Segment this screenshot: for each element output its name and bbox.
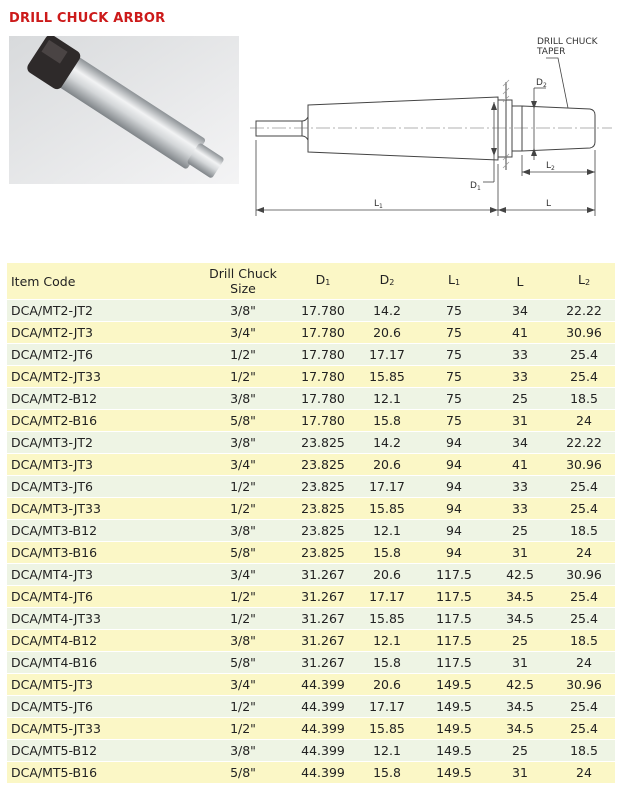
cell-item-code: DCA/MT5-JT6 bbox=[7, 696, 193, 718]
cell-chuck-size: 5/8" bbox=[193, 762, 293, 784]
cell-d1: 23.825 bbox=[293, 454, 353, 476]
cell-item-code: DCA/MT2-JT33 bbox=[7, 366, 193, 388]
cell-d2: 14.2 bbox=[353, 300, 421, 322]
cell-l2: 22.22 bbox=[553, 300, 615, 322]
cell-l: 41 bbox=[487, 454, 553, 476]
cell-l2: 24 bbox=[553, 652, 615, 674]
cell-l2: 24 bbox=[553, 762, 615, 784]
cell-l2: 24 bbox=[553, 542, 615, 564]
drawing-l-label: L bbox=[546, 199, 552, 209]
cell-d1: 23.825 bbox=[293, 520, 353, 542]
cell-chuck-size: 3/8" bbox=[193, 388, 293, 410]
table-row bbox=[7, 520, 615, 542]
product-photo bbox=[9, 36, 239, 184]
cell-d1: 31.267 bbox=[293, 652, 353, 674]
cell-l2: 25.4 bbox=[553, 476, 615, 498]
cell-item-code: DCA/MT3-JT33 bbox=[7, 498, 193, 520]
cell-d1: 23.825 bbox=[293, 498, 353, 520]
cell-d2: 12.1 bbox=[353, 388, 421, 410]
cell-l1: 94 bbox=[421, 476, 487, 498]
cell-l: 34.5 bbox=[487, 718, 553, 740]
technical-drawing bbox=[250, 30, 615, 220]
cell-l1: 117.5 bbox=[421, 564, 487, 586]
cell-d1: 23.825 bbox=[293, 432, 353, 454]
cell-item-code: DCA/MT3-JT3 bbox=[7, 454, 193, 476]
cell-item-code: DCA/MT5-JT33 bbox=[7, 718, 193, 740]
cell-d1: 31.267 bbox=[293, 608, 353, 630]
table-row bbox=[7, 652, 615, 674]
cell-d2: 15.8 bbox=[353, 542, 421, 564]
cell-d2: 15.85 bbox=[353, 498, 421, 520]
cell-d1: 17.780 bbox=[293, 300, 353, 322]
cell-l1: 94 bbox=[421, 432, 487, 454]
cell-d2: 20.6 bbox=[353, 564, 421, 586]
cell-l1: 149.5 bbox=[421, 740, 487, 762]
drawing-l2-label: $L_2$ bbox=[546, 161, 555, 172]
cell-l1: 117.5 bbox=[421, 652, 487, 674]
col-header-l1: $L_1$ bbox=[421, 263, 487, 300]
cell-l: 31 bbox=[487, 652, 553, 674]
cell-l1: 149.5 bbox=[421, 718, 487, 740]
cell-d1: 17.780 bbox=[293, 366, 353, 388]
cell-chuck-size: 3/4" bbox=[193, 674, 293, 696]
table-row bbox=[7, 322, 615, 344]
table-row bbox=[7, 300, 615, 322]
cell-d1: 44.399 bbox=[293, 740, 353, 762]
cell-item-code: DCA/MT2-JT3 bbox=[7, 322, 193, 344]
cell-l: 25 bbox=[487, 520, 553, 542]
cell-l1: 117.5 bbox=[421, 630, 487, 652]
cell-l1: 149.5 bbox=[421, 674, 487, 696]
col-header-l: L bbox=[487, 263, 553, 300]
cell-item-code: DCA/MT5-JT3 bbox=[7, 674, 193, 696]
drawing-l1-label: $L_1$ bbox=[374, 199, 383, 210]
col-header-item-code: Item Code bbox=[7, 263, 193, 300]
cell-d2: 20.6 bbox=[353, 674, 421, 696]
cell-l2: 25.4 bbox=[553, 696, 615, 718]
cell-l2: 25.4 bbox=[553, 608, 615, 630]
cell-d2: 15.8 bbox=[353, 410, 421, 432]
table-row bbox=[7, 608, 615, 630]
cell-l: 31 bbox=[487, 542, 553, 564]
cell-item-code: DCA/MT4-JT6 bbox=[7, 586, 193, 608]
table-row bbox=[7, 498, 615, 520]
table-header-row bbox=[7, 263, 615, 300]
cell-chuck-size: 1/2" bbox=[193, 498, 293, 520]
table-row bbox=[7, 366, 615, 388]
cell-chuck-size: 3/4" bbox=[193, 454, 293, 476]
cell-d1: 17.780 bbox=[293, 344, 353, 366]
cell-d2: 15.85 bbox=[353, 366, 421, 388]
cell-l: 34.5 bbox=[487, 586, 553, 608]
cell-l1: 75 bbox=[421, 388, 487, 410]
cell-d2: 12.1 bbox=[353, 740, 421, 762]
cell-l2: 25.4 bbox=[553, 344, 615, 366]
cell-d1: 44.399 bbox=[293, 674, 353, 696]
table-row bbox=[7, 630, 615, 652]
cell-item-code: DCA/MT4-B16 bbox=[7, 652, 193, 674]
cell-l: 42.5 bbox=[487, 564, 553, 586]
cell-chuck-size: 3/8" bbox=[193, 432, 293, 454]
cell-l2: 30.96 bbox=[553, 454, 615, 476]
cell-l2: 18.5 bbox=[553, 388, 615, 410]
cell-d2: 17.17 bbox=[353, 344, 421, 366]
cell-chuck-size: 5/8" bbox=[193, 542, 293, 564]
cell-chuck-size: 3/4" bbox=[193, 322, 293, 344]
cell-l2: 18.5 bbox=[553, 630, 615, 652]
cell-d1: 31.267 bbox=[293, 630, 353, 652]
cell-chuck-size: 3/4" bbox=[193, 564, 293, 586]
col-header-l2: $L_2$ bbox=[553, 263, 615, 300]
table-row bbox=[7, 454, 615, 476]
cell-l: 31 bbox=[487, 410, 553, 432]
cell-l: 41 bbox=[487, 322, 553, 344]
cell-d2: 20.6 bbox=[353, 322, 421, 344]
cell-l1: 117.5 bbox=[421, 608, 487, 630]
cell-item-code: DCA/MT3-JT2 bbox=[7, 432, 193, 454]
cell-item-code: DCA/MT2-JT2 bbox=[7, 300, 193, 322]
table-row bbox=[7, 674, 615, 696]
cell-item-code: DCA/MT4-B12 bbox=[7, 630, 193, 652]
cell-item-code: DCA/MT3-JT6 bbox=[7, 476, 193, 498]
cell-item-code: DCA/MT5-B12 bbox=[7, 740, 193, 762]
cell-l: 25 bbox=[487, 388, 553, 410]
specification-table bbox=[7, 263, 615, 783]
table-row bbox=[7, 388, 615, 410]
cell-l: 42.5 bbox=[487, 674, 553, 696]
cell-d2: 20.6 bbox=[353, 454, 421, 476]
cell-l1: 94 bbox=[421, 498, 487, 520]
table-row bbox=[7, 476, 615, 498]
cell-l: 25 bbox=[487, 740, 553, 762]
cell-l2: 18.5 bbox=[553, 740, 615, 762]
cell-d1: 23.825 bbox=[293, 542, 353, 564]
cell-l1: 149.5 bbox=[421, 762, 487, 784]
cell-d2: 14.2 bbox=[353, 432, 421, 454]
cell-chuck-size: 5/8" bbox=[193, 652, 293, 674]
cell-item-code: DCA/MT4-JT3 bbox=[7, 564, 193, 586]
cell-l2: 30.96 bbox=[553, 674, 615, 696]
col-header-chuck-size: Drill Chuck Size bbox=[193, 263, 293, 300]
cell-d1: 23.825 bbox=[293, 476, 353, 498]
cell-l: 34.5 bbox=[487, 608, 553, 630]
cell-chuck-size: 1/2" bbox=[193, 608, 293, 630]
cell-chuck-size: 1/2" bbox=[193, 476, 293, 498]
cell-l1: 75 bbox=[421, 410, 487, 432]
cell-item-code: DCA/MT3-B12 bbox=[7, 520, 193, 542]
cell-d2: 15.8 bbox=[353, 652, 421, 674]
cell-item-code: DCA/MT5-B16 bbox=[7, 762, 193, 784]
cell-item-code: DCA/MT2-B12 bbox=[7, 388, 193, 410]
cell-d2: 17.17 bbox=[353, 476, 421, 498]
cell-l: 34.5 bbox=[487, 696, 553, 718]
table-row bbox=[7, 762, 615, 784]
cell-l1: 75 bbox=[421, 366, 487, 388]
table-row bbox=[7, 410, 615, 432]
table-row bbox=[7, 696, 615, 718]
table-row bbox=[7, 586, 615, 608]
cell-chuck-size: 3/8" bbox=[193, 630, 293, 652]
cell-d1: 44.399 bbox=[293, 696, 353, 718]
cell-d2: 17.17 bbox=[353, 586, 421, 608]
cell-l2: 25.4 bbox=[553, 586, 615, 608]
cell-d2: 15.8 bbox=[353, 762, 421, 784]
cell-l: 34 bbox=[487, 300, 553, 322]
cell-l: 33 bbox=[487, 498, 553, 520]
cell-d2: 15.85 bbox=[353, 718, 421, 740]
table-row bbox=[7, 344, 615, 366]
cell-item-code: DCA/MT3-B16 bbox=[7, 542, 193, 564]
cell-l2: 30.96 bbox=[553, 322, 615, 344]
cell-d2: 12.1 bbox=[353, 520, 421, 542]
cell-l1: 94 bbox=[421, 542, 487, 564]
cell-d1: 31.267 bbox=[293, 564, 353, 586]
cell-l1: 149.5 bbox=[421, 696, 487, 718]
cell-chuck-size: 1/2" bbox=[193, 344, 293, 366]
cell-l1: 94 bbox=[421, 520, 487, 542]
cell-l: 33 bbox=[487, 476, 553, 498]
cell-l2: 25.4 bbox=[553, 718, 615, 740]
table-row bbox=[7, 718, 615, 740]
cell-l2: 25.4 bbox=[553, 366, 615, 388]
cell-chuck-size: 5/8" bbox=[193, 410, 293, 432]
cell-l: 33 bbox=[487, 366, 553, 388]
cell-l1: 94 bbox=[421, 454, 487, 476]
cell-chuck-size: 3/8" bbox=[193, 300, 293, 322]
cell-d1: 44.399 bbox=[293, 762, 353, 784]
cell-d1: 44.399 bbox=[293, 718, 353, 740]
cell-l2: 25.4 bbox=[553, 498, 615, 520]
cell-chuck-size: 3/8" bbox=[193, 740, 293, 762]
cell-d1: 17.780 bbox=[293, 410, 353, 432]
cell-l: 34 bbox=[487, 432, 553, 454]
table-row bbox=[7, 740, 615, 762]
cell-l1: 75 bbox=[421, 344, 487, 366]
table-row bbox=[7, 432, 615, 454]
cell-d2: 12.1 bbox=[353, 630, 421, 652]
cell-item-code: DCA/MT4-JT33 bbox=[7, 608, 193, 630]
drawing-d2-label: $D_2$ bbox=[536, 78, 547, 89]
cell-l2: 30.96 bbox=[553, 564, 615, 586]
cell-item-code: DCA/MT2-B16 bbox=[7, 410, 193, 432]
cell-l: 25 bbox=[487, 630, 553, 652]
cell-l2: 24 bbox=[553, 410, 615, 432]
cell-d1: 17.780 bbox=[293, 388, 353, 410]
cell-d1: 17.780 bbox=[293, 322, 353, 344]
cell-chuck-size: 1/2" bbox=[193, 696, 293, 718]
cell-l1: 117.5 bbox=[421, 586, 487, 608]
cell-d2: 15.85 bbox=[353, 608, 421, 630]
col-header-d1: $D_1$ bbox=[293, 263, 353, 300]
drawing-callout-label: DRILL CHUCK bbox=[537, 37, 598, 47]
cell-l2: 18.5 bbox=[553, 520, 615, 542]
cell-l2: 22.22 bbox=[553, 432, 615, 454]
drawing-callout-label-2: TAPER bbox=[537, 47, 566, 57]
cell-d1: 31.267 bbox=[293, 586, 353, 608]
cell-item-code: DCA/MT2-JT6 bbox=[7, 344, 193, 366]
cell-chuck-size: 1/2" bbox=[193, 366, 293, 388]
cell-l1: 75 bbox=[421, 300, 487, 322]
cell-chuck-size: 1/2" bbox=[193, 718, 293, 740]
cell-l1: 75 bbox=[421, 322, 487, 344]
drawing-d1-label: $D_1$ bbox=[470, 181, 481, 192]
cell-l: 33 bbox=[487, 344, 553, 366]
table-row bbox=[7, 564, 615, 586]
col-header-d2: $D_2$ bbox=[353, 263, 421, 300]
cell-l: 31 bbox=[487, 762, 553, 784]
table-row bbox=[7, 542, 615, 564]
page-title: DRILL CHUCK ARBOR bbox=[9, 11, 166, 26]
cell-chuck-size: 1/2" bbox=[193, 586, 293, 608]
cell-chuck-size: 3/8" bbox=[193, 520, 293, 542]
cell-d2: 17.17 bbox=[353, 696, 421, 718]
